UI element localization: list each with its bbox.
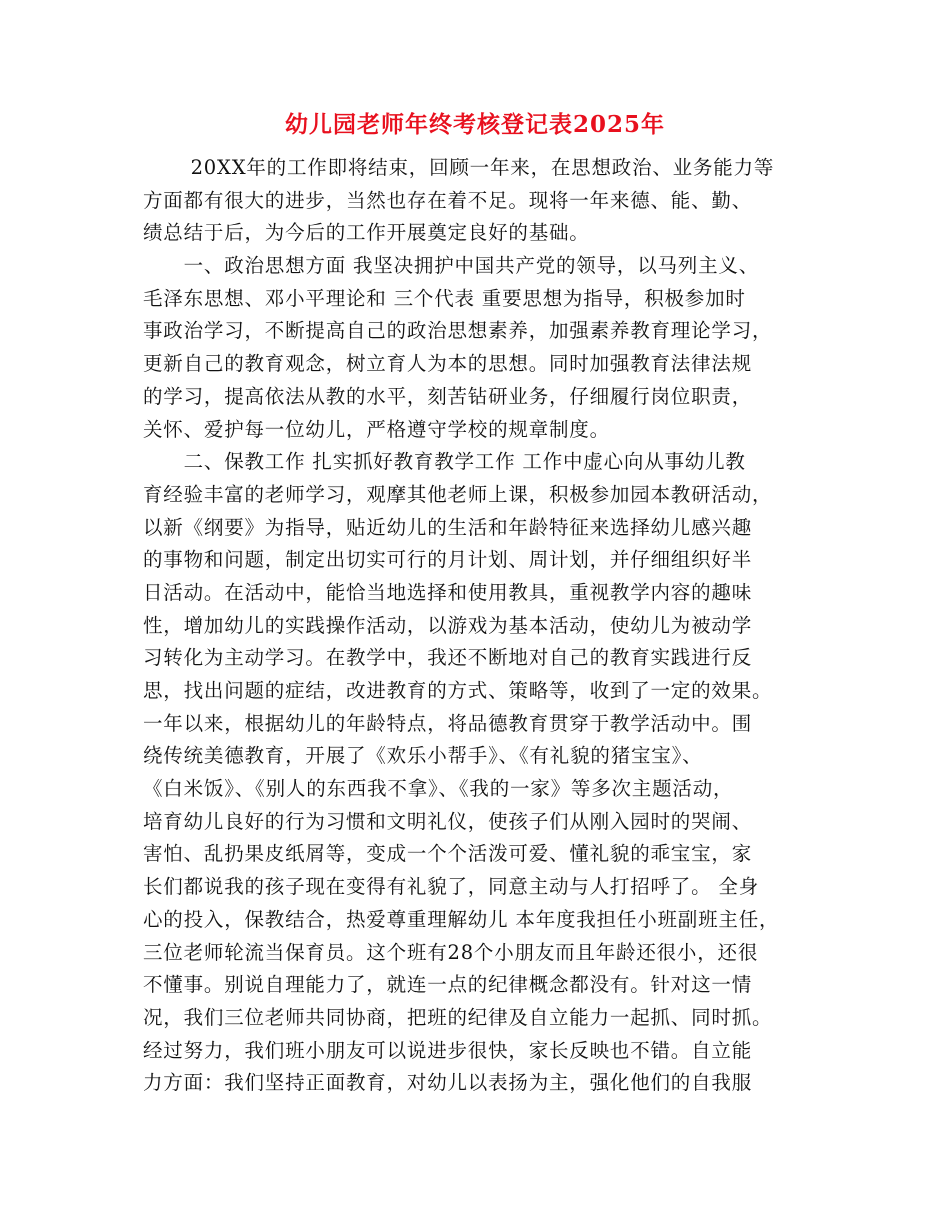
document-title: 幼儿园老师年终考核登记表2025年 bbox=[284, 111, 665, 138]
text-line: 力方面：我们坚持正面教育，对幼儿以表扬为主，强化他们的自我服 bbox=[143, 1071, 753, 1095]
text-line: 性，增加幼儿的实践操作活动，以游戏为基本活动，使幼儿为被动学 bbox=[143, 613, 753, 637]
text-line: 20XX年的工作即将结束，回顾一年来，在思想政治、业务能力等 bbox=[143, 156, 775, 179]
text-line: 更新自己的教育观念，树立育人为本的思想。同时加强教育法律法规 bbox=[143, 352, 753, 376]
text-line: 害怕、乱扔果皮纸屑等，变成一个个活泼可爱、懂礼貌的乖宝宝，家 bbox=[143, 842, 753, 866]
text-line: 三位老师轮流当保育员。这个班有28个小朋友而且年龄还很小，还很 bbox=[143, 940, 759, 964]
text-line: 《白米饭》、《别人的东西我不拿》、《我的一家》等多次主题活动， bbox=[143, 777, 734, 801]
text-line: 绕传统美德教育，开展了《欢乐小帮手》、《有礼貌的猪宝宝》、 bbox=[143, 744, 703, 768]
text-line: 关怀、爱护每一位幼儿，严格遵守学校的规章制度。 bbox=[143, 417, 610, 441]
text-line: 的学习，提高依法从教的水平，刻苦钻研业务，仔细履行岗位职责， bbox=[143, 384, 753, 408]
text-line: 二、保教工作 扎实抓好教育教学工作 工作中虚心向从事幼儿教 bbox=[143, 450, 746, 474]
text-line: 一年以来，根据幼儿的年龄特点，将品德教育贯穿于教学活动中。围 bbox=[143, 711, 753, 735]
text-line: 毛泽东思想、邓小平理论和 三个代表 重要思想为指导，积极参加时 bbox=[143, 286, 746, 310]
text-line: 况，我们三位老师共同协商，把班的纪律及自立能力一起抓、同时抓。 bbox=[143, 1005, 773, 1029]
text-line: 经过努力，我们班小朋友可以说进步很快，家长反映也不错。自立能 bbox=[143, 1038, 753, 1062]
text-line: 育经验丰富的老师学习，观摩其他老师上课，积极参加园本教研活动， bbox=[143, 482, 773, 506]
text-line: 习转化为主动学习。在教学中，我还不断地对自己的教育实践进行反 bbox=[143, 646, 753, 670]
text-line: 思，找出问题的症结，改进教育的方式、策略等，收到了一定的效果。 bbox=[143, 679, 773, 702]
text-line: 长们都说我的孩子现在变得有礼貌了，同意主动与人打招呼了。 全身 bbox=[143, 875, 759, 899]
document-body bbox=[143, 152, 823, 1100]
text-line: 一、政治思想方面 我坚决拥护中国共产党的领导，以马列主义、 bbox=[143, 254, 759, 278]
text-line: 事政治学习，不断提高自己的政治思想素养，加强素养教育理论学习， bbox=[143, 319, 773, 343]
text-line: 日活动。在活动中，能恰当地选择和使用教具，重视教学内容的趣味 bbox=[143, 580, 753, 604]
text-line: 培育幼儿良好的行为习惯和文明礼仪，使孩子们从刚入园时的哭闹、 bbox=[143, 809, 753, 833]
text-line: 方面都有很大的进步，当然也存在着不足。现将一年来德、能、勤、 bbox=[143, 188, 753, 212]
text-line: 以新《纲要》为指导，贴近幼儿的生活和年龄特征来选择幼儿感兴趣 bbox=[143, 515, 753, 539]
text-line: 的事物和问题，制定出切实可行的月计划、周计划，并仔细组织好半 bbox=[143, 548, 753, 572]
text-line: 不懂事。别说自理能力了，就连一点的纪律概念都没有。针对这一情 bbox=[143, 973, 753, 997]
text-line: 绩总结于后，为今后的工作开展奠定良好的基础。 bbox=[143, 221, 590, 245]
text-line: 心的投入，保教结合，热爱尊重理解幼儿 本年度我担任小班副班主任， bbox=[143, 907, 780, 931]
